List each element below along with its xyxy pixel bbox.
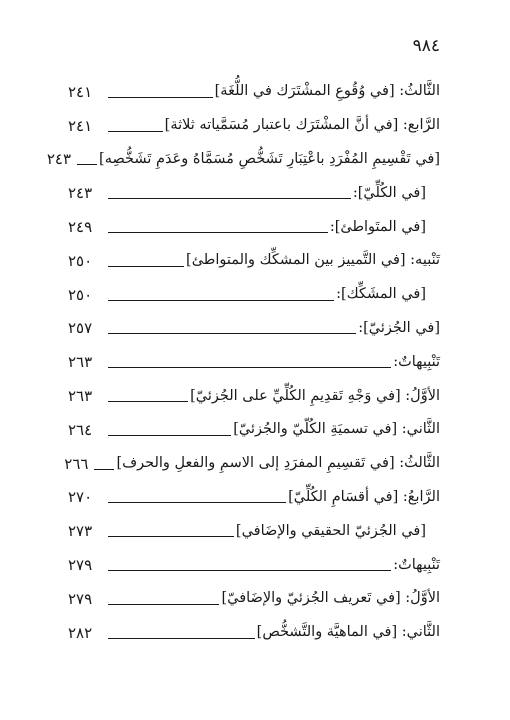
toc-entry-page: ٢٥٠ [68, 285, 93, 304]
toc-entry-page: ٢٥٠ [68, 251, 93, 270]
toc-entry-page: ٢٥٧ [68, 319, 93, 338]
toc-leader-line [108, 435, 231, 436]
toc-entry [68, 307, 440, 341]
toc-leader-line [108, 536, 234, 537]
toc-leader-line [108, 266, 184, 267]
toc-entry-page: ٢٧٣ [68, 522, 93, 541]
toc-entry [68, 509, 440, 543]
toc-leader-line [108, 502, 286, 503]
toc-entry-page: ٢٧٩ [68, 555, 93, 574]
toc-entry-page: ٢٤٣ [46, 150, 72, 169]
toc-entry-title: الأوَّلُ: [في تَعريف الجُزئيّ والإضَافيّ] [221, 590, 440, 607]
toc-entry [68, 239, 440, 273]
toc-entry-page: ٢٤٩ [68, 217, 93, 236]
toc-entry [64, 442, 440, 476]
toc-entry-title: الثَّاني: [في الماهيَّة والتَّشخُّص] [256, 624, 440, 641]
page-number: ٩٨٤ [412, 36, 440, 56]
toc-leader-line [108, 367, 391, 368]
toc-entry-page: ٢٦٤ [68, 420, 93, 439]
toc-entry-title: الثَّالثُ: [في تَقسِيمِ المفرَدِ إلى الاسمِ والفعلِ والحرف] [116, 455, 440, 472]
toc-entry [68, 273, 440, 307]
toc-entry-title: [في تَقْسِيمِ المُفْرَدِ باعْتِبَارِ تَشَخُّصِ مُسَمَّاهُ وعَدَمِ تَشَخُّصِه] [99, 151, 440, 167]
toc-entry [68, 577, 440, 611]
toc-entry-page: ٢٧٩ [68, 589, 93, 608]
toc-entry-title: الأوَّلُ: [في وَجْهِ تَقدِيمِ الكُلِّيِّ على الجُزئيّ] [190, 387, 440, 404]
toc-entry [68, 104, 440, 138]
toc-entry-title: تَنْبِيهاتٌ: [393, 556, 440, 573]
table-of-contents [46, 70, 440, 645]
toc-leader-line [108, 198, 351, 199]
toc-entry-title: الثَّاني: [في تسميَةِ الكُلّيّ والجُزئيّ] [233, 421, 440, 438]
toc-entry-title: [في الجُزئيّ الحقيقي والإضَافي] [235, 522, 426, 539]
toc-entry-page: ٢٨٢ [68, 623, 93, 642]
toc-entry-title: [في المتَواطئ]: [329, 218, 426, 235]
toc-entry-title: تَنْبيه: [في التَّمييز بين المشكِّك والمتواطئ] [186, 252, 440, 269]
toc-leader-line [108, 570, 391, 571]
toc-entry [68, 611, 440, 645]
toc-entry-title: الرَّابعُ: [في أقسَامِ الكُلِّيّ] [288, 488, 440, 505]
toc-entry [68, 374, 440, 408]
toc-entry-title: [في المشَكِّك]: [336, 286, 426, 303]
toc-entry-title: [في الكُلِّيّ]: [352, 184, 426, 201]
toc-leader-line [108, 131, 163, 132]
toc-leader-line [108, 333, 356, 334]
toc-entry-title: تَنْبِيهاتٌ: [393, 353, 440, 370]
toc-entry-page: ٢٦٦ [64, 454, 89, 473]
toc-leader-line [108, 401, 188, 402]
toc-leader-line [77, 164, 97, 165]
toc-entry [46, 138, 440, 172]
toc-leader-line [108, 232, 328, 233]
toc-entry [68, 476, 440, 510]
toc-entry [68, 543, 440, 577]
toc-entry-page: ٢٤١ [68, 116, 93, 135]
toc-leader-line [94, 469, 114, 470]
toc-entry-page: ٢٤١ [68, 82, 93, 101]
toc-entry-page: ٢٤٣ [68, 184, 93, 203]
toc-entry-title: الرَّابع: [في أنَّ المشْتَرَك باعتبار مُسَمَّياته ثلاثة] [164, 117, 440, 134]
toc-entry [68, 205, 440, 239]
toc-entry-page: ٢٧٠ [68, 488, 93, 507]
toc-entry [68, 408, 440, 442]
toc-entry-page: ٢٦٣ [68, 386, 93, 405]
toc-entry [68, 171, 440, 205]
toc-entry-title: الثَّالثُ: [في وُقُوعِ المشْتَرَك في اللُّغَة] [214, 83, 440, 100]
toc-leader-line [108, 300, 334, 301]
toc-leader-line [108, 638, 255, 639]
toc-entry [68, 340, 440, 374]
toc-entry-title: [في الجُزئيّ]: [358, 319, 440, 336]
toc-entry [68, 70, 440, 104]
toc-leader-line [108, 604, 219, 605]
toc-leader-line [108, 97, 213, 98]
toc-entry-page: ٢٦٣ [68, 353, 93, 372]
